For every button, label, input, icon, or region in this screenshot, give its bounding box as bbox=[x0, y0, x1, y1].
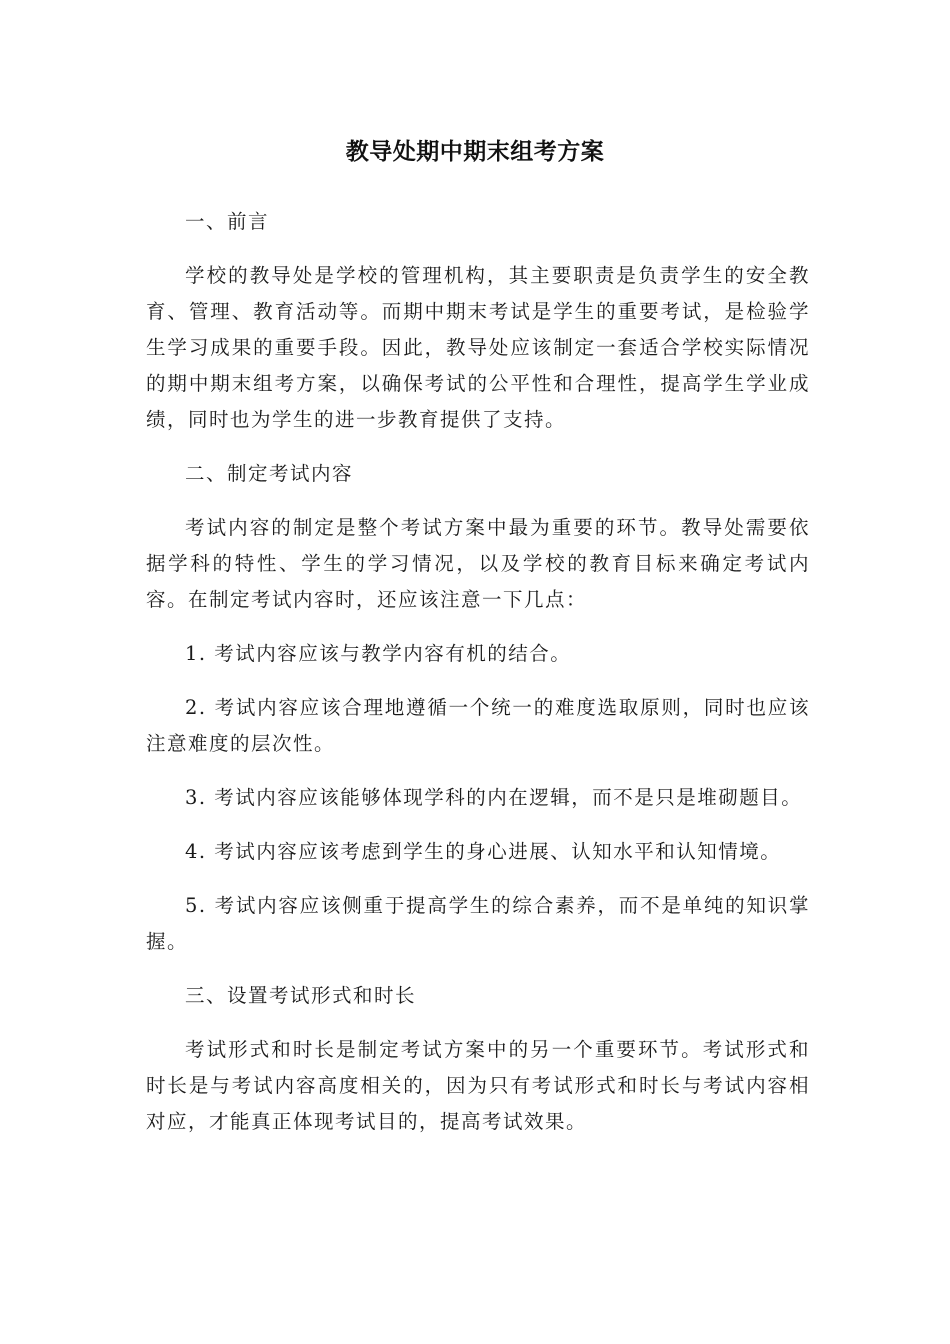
paragraph: 考试形式和时长是制定考试方案中的另一个重要环节。考试形式和时长是与考试内容高度相关的，因为只有考试形式和时长与考试内容相对应，才能真正体现考试目的，提高考试效果。 bbox=[146, 1038, 810, 1133]
paragraph: 学校的教导处是学校的管理机构，其主要职责是负责学生的安全教育、管理、教育活动等。而期中期末考试是学生的重要考试，是检验学生学习成果的重要手段。因此，教导处应该制定一套适合学校实际情况的期中期末组考方案，以确保考试的公平性和合理性，提高学生学业成绩，同时也为学生的进一步教育提供了支持。 bbox=[146, 264, 810, 431]
list-item: 4. 考试内容应该考虑到学生的身心进展、认知水平和认知情境。 bbox=[185, 840, 782, 863]
document-title: 教导处期中期末组考方案 bbox=[345, 139, 605, 165]
section-heading-preface: 一、前言 bbox=[185, 210, 270, 233]
list-item: 5. 考试内容应该侧重于提高学生的综合素养，而不是单纯的知识掌握。 bbox=[146, 894, 810, 953]
list-item: 2. 考试内容应该合理地遵循一个统一的难度选取原则，同时也应该注意难度的层次性。 bbox=[146, 696, 810, 755]
list-item: 1. 考试内容应该与教学内容有机的结合。 bbox=[185, 642, 572, 665]
list-item: 3. 考试内容应该能够体现学科的内在逻辑，而不是只是堆砌题目。 bbox=[185, 786, 803, 809]
section-heading-exam-format: 三、设置考试形式和时长 bbox=[185, 984, 417, 1007]
paragraph: 考试内容的制定是整个考试方案中最为重要的环节。教导处需要依据学科的特性、学生的学习情况，以及学校的教育目标来确定考试内容。在制定考试内容时，还应该注意一下几点： bbox=[146, 516, 810, 611]
document-body bbox=[146, 204, 810, 1158]
section-heading-exam-content: 二、制定考试内容 bbox=[185, 462, 354, 485]
